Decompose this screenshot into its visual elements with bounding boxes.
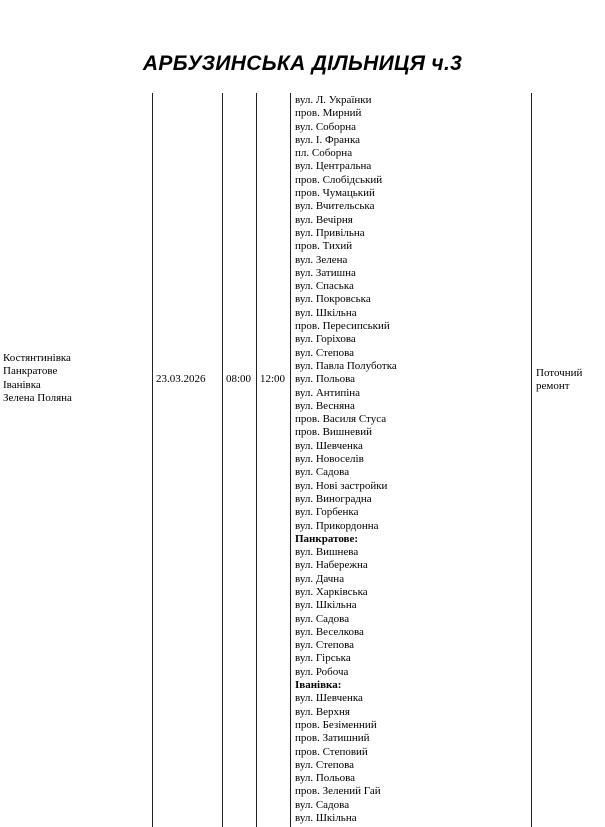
settlement-name: Панкратове [3,365,58,378]
street-item: пров. Безіменний [295,718,377,731]
street-item: пров. Василя Стуса [295,413,387,426]
street-item: вул. Садова [295,612,350,625]
street-item: вул. Л. Українки [295,94,372,106]
streets-cell [295,94,530,825]
street-item: вул. Набережна [295,559,368,572]
street-item: вул. Гірська [295,652,351,665]
street-item: вул. Веселкова [295,625,364,638]
street-item: вул. Павла Полуботка [295,359,397,372]
page-title: АРБУЗИНСЬКА ДІЛЬНИЦЯ ч.3 [142,52,463,75]
street-item: вул. Степова [295,346,355,359]
settlement-header: Панкратове: [295,532,359,545]
column-divider [256,93,257,827]
street-item: пров. Тихий [295,240,353,253]
street-item: вул. Дачна [295,572,345,585]
street-item: вул. Вечірня [295,213,353,226]
street-item: вул. Антипіна [295,386,361,399]
street-item: вул. Новоселів [295,453,364,466]
street-item: вул. Вишнева [295,546,359,559]
street-item: вул. Степова [295,758,355,771]
start-time-cell: 08:00 [226,373,252,385]
column-divider [152,93,153,827]
street-item: пров. Зелений Гай [295,785,381,798]
street-item: вул. Садова [295,798,350,811]
column-divider [222,93,223,827]
street-item: пров. Затишний [295,732,370,745]
street-item: вул. І. Франка [295,133,361,146]
work-type-line: ремонт [536,380,570,393]
outage-table [0,93,605,827]
street-item: вул. Затишна [295,266,356,279]
street-item: вул. Садова [295,466,350,479]
street-item: вул. Шкільна [295,599,357,612]
column-divider [531,93,532,827]
settlement-name: Зелена Поляна [3,391,72,404]
street-item: вул. Вчительська [295,200,375,213]
work-type-cell [536,367,605,394]
end-time-cell: 12:00 [260,373,286,385]
settlement-header: Іванівка: [295,679,342,692]
street-item: вул. Верхня [295,705,350,718]
street-item: вул. Покровська [295,293,371,306]
street-item: вул. Шкільна [295,812,357,825]
street-item: вул. Харківська [295,585,368,598]
street-item: вул. Зелена [295,253,348,266]
settlements-cell [3,352,143,405]
column-divider [290,93,291,827]
street-item: пров. Вишневий [295,426,373,439]
street-item: вул. Горбенка [295,506,359,519]
settlement-name: Костянтинівка [3,352,71,364]
street-item: вул. Шевченка [295,439,363,452]
street-item: вул. Польова [295,772,356,785]
street-item: вул. Виноградна [295,492,372,505]
work-type-line: Поточний [536,367,583,379]
street-item: вул. Спаська [295,280,354,293]
settlement-name: Іванівка [3,378,41,391]
street-item: вул. Горіхова [295,333,356,346]
street-item: вул. Привільна [295,226,365,239]
street-item: вул. Шкільна [295,306,357,319]
date-cell: 23.03.2026 [156,373,206,385]
street-item: вул. Весняна [295,399,355,412]
street-item: вул. Соборна [295,120,357,133]
street-item: пров. Чумацький [295,187,375,200]
street-item: пров. Пересипський [295,320,390,333]
street-item: вул. Шевченка [295,692,363,705]
street-item: вул. Робоча [295,665,349,678]
street-item: пров. Мирний [295,107,362,120]
street-item: пров. Степовий [295,745,368,758]
street-item: пров. Слобідський [295,173,383,186]
street-item: вул. Польова [295,373,356,386]
street-item: вул. Центральна [295,160,372,173]
street-item: вул. Нові застройки [295,479,388,492]
street-item: пл. Соборна [295,147,353,160]
street-item: вул. Прикордонна [295,519,379,532]
street-item: вул. Степова [295,639,355,652]
